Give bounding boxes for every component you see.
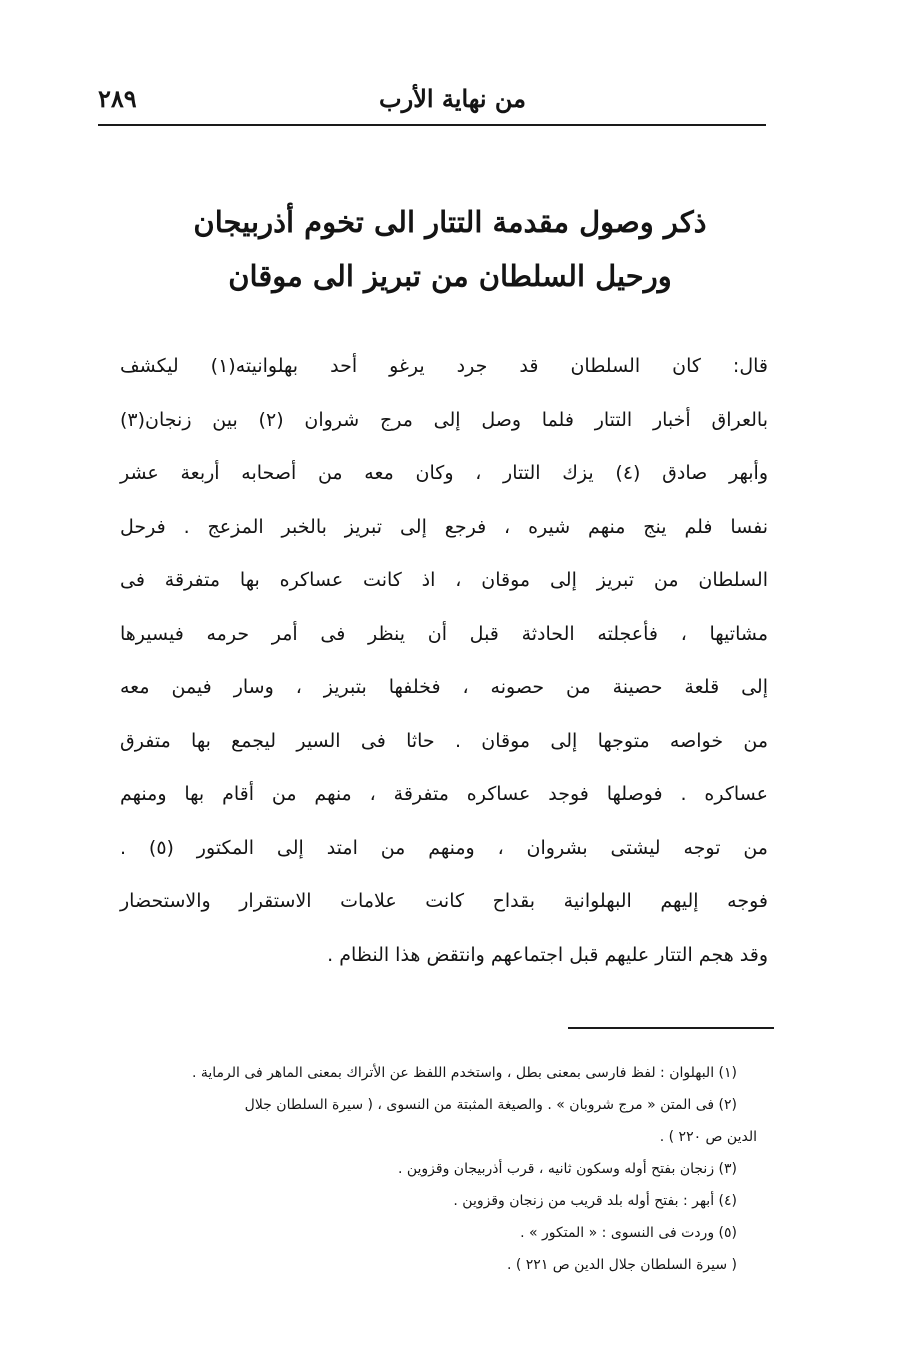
footnotes [125, 1057, 757, 1281]
chapter-heading [130, 195, 770, 303]
footnote-5: (٥) وردت فى النسوى : « المتكور » . [520, 1225, 737, 1241]
body-line: فوجه إليهم البهلوانية بقداح كانت علامات الاستقرار والاستحضار [120, 890, 768, 912]
body-line: إلى قلعة حصينة من حصونه ، فخلفها بتبريز ، وسار فيمن معه [120, 676, 768, 698]
body-line: وأبهر صادق (٤) يزك التتار ، وكان معه من أصحابه أربعة عشر [120, 462, 768, 484]
body-line: من خواصه متوجها إلى موقان . حاثا فى السير ليجمع بها متفرق [120, 729, 768, 752]
body-line: من توجه ليشتى بشروان ، ومنهم من امتد إلى المكتور (٥) . [120, 836, 768, 859]
page-header [98, 80, 766, 120]
body-line: بالعراق أخبار التتار فلما وصل إلى مرج شروان (٢) بين زنجان(٣) [120, 408, 768, 431]
body-line: مشاتيها ، فأعجلته الحادثة قبل أن ينظر فى أمر حرمه فيسيرها [120, 622, 768, 645]
footnote-3: (٣) زنجان بفتح أوله وسكون ثانيه ، قرب أذربيجان وقزوين . [397, 1161, 737, 1177]
footnote-2: (٢) فى المتن « مرج شروبان » . والصيغة المثبتة من النسوى ، ( سيرة السلطان جلال [244, 1097, 737, 1113]
body-paragraph [120, 340, 768, 982]
running-title: من نهاية الأرب [379, 84, 526, 113]
page-number: ٢٨٩ [98, 84, 137, 113]
footnote-rule [568, 1027, 774, 1029]
heading-line-1: ذكر وصول مقدمة التتار الى تخوم أذربيجان [193, 205, 707, 239]
footnote-5-continuation: ( سيرة السلطان جلال الدين ص ٢٢١ ) . [506, 1257, 737, 1273]
footnote-1: (١) البهلوان : لفظ فارسى بمعنى بطل ، واستخدم اللفظ عن الأتراك بمعنى الماهر فى الرماية . [191, 1065, 737, 1081]
body-line: قال: كان السلطان قد جرد يرغو أحد بهلوانيته(١) ليكشف [120, 355, 769, 377]
footnote-4: (٤) أبهر : بفتح أوله بلد قريب من زنجان وقزوين . [453, 1193, 737, 1209]
body-line: وقد هجم التتار عليهم قبل اجتماعهم وانتقض هذا النظام . [327, 943, 768, 966]
heading-line-2: ورحيل السلطان من تبريز الى موقان [228, 259, 672, 293]
body-line: السلطان من تبريز إلى موقان ، اذ كانت عساكره بها متفرقة فى [120, 569, 768, 591]
body-line: نفسا فلم ينج منهم شيره ، فرجع إلى تبريز بالخبر المزعج . فرحل [120, 515, 768, 538]
header-rule [98, 124, 766, 126]
footnote-2-continuation: الدين ص ٢٢٠ ) . [659, 1129, 757, 1145]
body-line: عساكره . فوصلها فوجد عساكره متفرقة ، منهم من أقام بها ومنهم [120, 783, 768, 805]
